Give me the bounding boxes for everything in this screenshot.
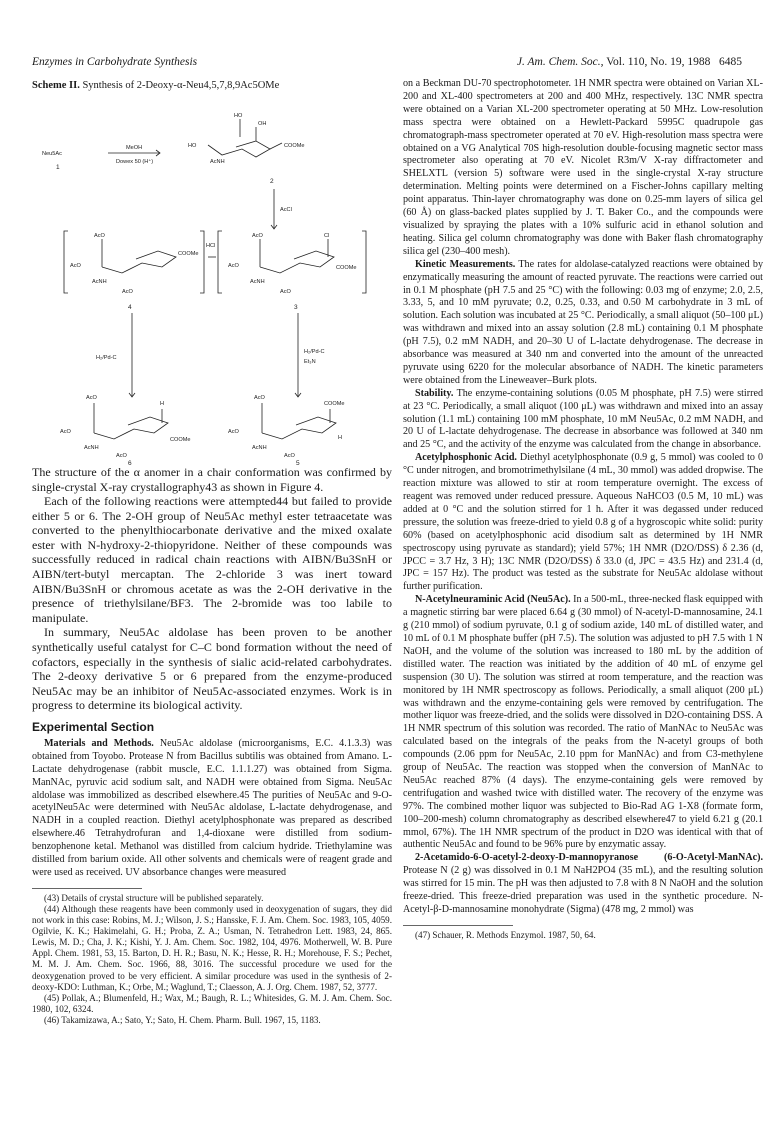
ring-compound-5: [262, 417, 336, 439]
ring-compound-6: [94, 417, 168, 439]
label-acnh-5: AcNH: [252, 444, 267, 451]
acetylphosphonic-text: Diethyl acetylphosphonate (0.9 g, 5 mmol) was cooled to 0 °C under nitrogen, and bromotrimethylsilane (4 mL, 30 mmol) was added dropwise. The reaction mixture was allowed to stir at room temperature overnight. The excess of reagent was removed under reduced pressure. Aqueous NaHCO3 (0.5 M, 10 mL) was added at 0 °C and the solution stirred for 1 h. After it was degassed under reduced pressure, the solution was freeze-dried to yield 0.8 g of a hygroscopic white solid: purity 60% (based on acetylphosphonic acid disodium salt as determined by 1H NMR spectroscopy using pyruvate as standard); yield 57%; 1H NMR (D2O/DSS) δ 2.36 (d, JPCC = 3.7 Hz, 3 H); 13C NMR (D2O/DSS) δ 33.0 (d, JPC = 43.5 Hz) and 231.4 (d, JPC = 157 Hz). The product was tested as the substrate for Neu5Ac aldolase without further purification.: [403, 452, 763, 593]
ring-compound-3: [260, 251, 334, 273]
neu5ac-text: In a 500-mL, three-necked flask equipped with a magnetic stirring bar were placed 6.64 g (30 mmol) of N-acetyl-D-mannosamine, 24.1 g (210 mmol) of sodium pyruvate, 0.1 g of sodium azide, 140 mL of distilled water, and 10 mL of 0.1 M phosphate buffer (pH 7.5). The solution was adjusted to pH 7.5 with 1 N NaOH, and the volume of the solution was increased to 180 mL by the addition of distilled water. The reaction was initiated by the addition of 40 mL of enzyme gel suspension (30 U). The solution was stirred at room temperature, and the reaction was monitored by 1H NMR spectroscopy as follows. Periodically, a small aliquot (200 μL) was withdrawn and the enzyme-containing gels were removed by centrifugation. The mother liquor was freeze-dried, and the solids were dissolved in D2O-containing DSS. A 1H NMR spectrum of this solution was recorded. The ratio of ManNAc to Neu5Ac was calculated based on the integrals of the peaks from the N-acetyl groups of both compounds (2.06 ppm for Neu5Ac, 2.10 ppm for ManNAc) and from C3-methylene group of Neu5Ac. The reaction was stopped when the conversion of ManNAc to Neu5Ac reached 87% (4 days). The enzyme-containing gels were removed by centrifugation and washed twice with distilled water. The recovery of the enzyme was 97%. The combined mother liquor was subjected to Bio-Rad AG 1-X8 (formate form, 100–200-mesh) column chromatography as described elsewhere47 to yield 6.21 g (20.1 mmol, 67%). The 1H NMR spectrum of the product in D2O was identical with that of authentic Neu5Ac and found to be 96% pure by enzymatic assay.: [403, 594, 763, 851]
compound-number-2: 2: [270, 177, 274, 185]
run-in-manac: 2-Acetamido-6-O-acetyl-2-deoxy-D-mannopyranose (6-O-Acetyl-ManNAc).: [415, 852, 763, 864]
ring-compound-4: [102, 251, 176, 273]
run-in-stability: Stability.: [415, 387, 454, 399]
footnote-44: (44) Although these reagents have been commonly used in deoxygenation of sugars, they did not work in this case: Robins, M. J.; Wilson, J. S.; Hansske, F. J. Am. Chem. Soc. 1983, 105, 4059. Ogilvie, K. K.; Hakimelahi, G. H.; Proba, Z. A.; Usman, N. Tetrahedron Lett. 1983, 24, 865. Lewis, M. D.; Cha, J. K.; Kishi, Y. J. Am. Chem. Soc. 1982, 104, 4976. Motherwell, W. B. Pure Appl. Chem. 1981, 53, 15. Barton, D. H. R.; Basu, N. K.; Hesse, R. H.; Morehouse, F. S.; Pechet, M. M. J. Am. Chem. Soc. 1966, 88, 3016. The successful procedure we used for the deoxygenation proved to be very efficient. A similar procedure was used in the synthesis of 2-deoxy-KDO: Luthman, K.; Orbe, M.; Waglund, T.; Claesson, A. J. Org. Chem. 1987, 52, 3777.: [32, 903, 392, 992]
label-aco-6a: AcO: [86, 394, 97, 401]
label-aco-6c: AcO: [116, 452, 127, 459]
run-in-neu5ac: N-Acetylneuraminic Acid (Neu5Ac).: [415, 594, 571, 606]
compound-number-3: 3: [294, 303, 298, 311]
footnote-43: (43) Details of crystal structure will be published separately.: [44, 892, 264, 903]
paragraph-acetylphosphonic: [403, 452, 763, 594]
reagent-h2-left: H₂/Pd-C: [96, 354, 117, 361]
compound-number-1: 1: [56, 163, 60, 171]
label-aco-5b: AcO: [228, 428, 239, 435]
paragraph-materials: [32, 738, 392, 880]
label-coome-2: COOMe: [284, 142, 305, 149]
right-column: [403, 78, 763, 941]
reagent-et3n: Et₃N: [304, 358, 316, 365]
label-aco-5a: AcO: [254, 394, 265, 401]
label-h-5: H: [338, 434, 343, 441]
label-acnh-4: AcNH: [92, 278, 107, 285]
scheme-caption: Synthesis of 2-Deoxy-α-Neu4,5,7,8,9Ac5OMe: [82, 80, 280, 91]
label-aco-4c: AcO: [122, 288, 133, 295]
label-cl: Cl: [324, 232, 330, 239]
reagent-meoh: MeOH: [126, 144, 143, 151]
label-aco-3a: AcO: [252, 232, 263, 239]
label-acnh-2: AcNH: [210, 158, 225, 165]
footnote-rule: [32, 888, 142, 889]
materials-text: Neu5Ac aldolase (microorganisms, E.C. 4.1.3.3) was obtained from Toyobo. Protease N from Bacillus subtilis was obtained from Amano. L-Lactate dehydrogenase (rabbit muscle, E.C. 1.1.1.27) was obtained from Sigma. ManNAc, pyruvic acid sodium salt, and NADH were obtained from Sigma. Neu5Ac aldolase was immobilized as described elsewhere.45 The purities of Neu5Ac and 9-O-acetylNeu5Ac were determined with Neu5Ac aldolase, L-lactate dehydrogenase, and NADH in a coupled reaction. Diethyl acetylphosphonate was prepared as described elsewhere.46 Tetrahydrofuran and 1,4-dioxane were distilled from sodium-benzophenone ketal. Methanol was distilled from calcium hydride. Triethylamine was distilled from barium oxide. All other solvents and chemicals were of reagent grade and were used as received. UV absorbance changes were measured: [32, 737, 392, 878]
reagent-accl: AcCl: [280, 206, 292, 213]
paragraph-neu5ac: [403, 594, 763, 852]
reagent-h2-right: H₂/Pd-C: [304, 348, 325, 355]
label-aco-4b: AcO: [70, 262, 81, 269]
label-oh: OH: [258, 120, 267, 127]
label-coome-4: COOMe: [178, 250, 199, 257]
label-ho-1: HO: [188, 142, 197, 149]
footnote-rule-right: [403, 925, 513, 926]
label-coome-6: COOMe: [170, 436, 191, 443]
section-heading-experimental: Experimental Section: [32, 720, 155, 734]
footnote-47: (47) Schauer, R. Methods Enzymol. 1987, 50, 64.: [415, 929, 596, 940]
footnote-45: (45) Pollak, A.; Blumenfeld, H.; Wax, M.; Baugh, R. L.; Whitesides, G. M. J. Am. Chem. Soc. 1980, 102, 6324.: [32, 992, 392, 1014]
manac-text: Protease N (2 g) was dissolved in 0.1 M NaH2PO4 (35 mL), and the resulting solution was stirred for 15 min. The pH was then adjusted to 7.8 with 8 N NaOH and the solution freeze-dried. This freeze-dried preparation was used in the synthetic procedure. N-Acetyl-β-D-mannosamine monohydrate (Sigma) (478 mg, 2 mmol) was: [403, 865, 763, 915]
label-neu5ac: Neu5Ac: [42, 150, 62, 157]
compound-number-6: 6: [128, 459, 132, 465]
paragraph-stability: [403, 388, 763, 453]
stability-text: The enzyme-containing solutions (0.05 M phosphate, pH 7.5) were stirred at 23 °C. Periodically, a small aliquot (100 μL) was withdrawn and mixed into an assay solution (1.1 mL) containing 100 mM phosphate, 10 mM Neu5Ac, 0.2 mM NADH, and 20 U of L-lactate dehydrogenase. The decrease in absorbance was followed at 340 nm and 25 °C, and the activity of the enzyme was calculated from the change in absorbance.: [403, 387, 763, 451]
label-acnh-3: AcNH: [250, 278, 265, 285]
ring-compound-2: [208, 141, 270, 157]
paragraph-failed-reactions: Each of the following reactions were attempted44 but failed to provide either 5 or 6. The 2-OH group of Neu5Ac methyl ester tetraacetate was converted to the phenylthiocarbonate derivative and the mixed oxalate ester with N-hydroxy-2-thiopyridone. Neither of these compounds was successfully reduced in radical chain reactions with AIBN/Bu3SnH or AIBN/tert-butyl mercaptan. The 2-chloride 3 was inert toward AIBN/Bu3SnH or chromous acetate as was the 2-OH derivative in the presence of triethylsilane/BF3. The 2-bromide was too labile to manipulate.: [32, 494, 392, 625]
reaction-scheme: [32, 97, 392, 465]
scheme-title: [32, 80, 392, 93]
run-in-kinetics: Kinetic Measurements.: [415, 258, 516, 270]
run-in-materials: Materials and Methods.: [44, 737, 154, 749]
label-acnh-6: AcNH: [84, 444, 99, 451]
footnote-46: (46) Takamizawa, A.; Sato, Y.; Sato, H. Chem. Pharm. Bull. 1967, 15, 1183.: [44, 1014, 321, 1025]
reagent-dowex: Dowex 50 (H⁺): [116, 158, 154, 165]
paragraph-summary: In summary, Neu5Ac aldolase has been proven to be another synthetically useful catalyst for C–C bond formation without the need of cofactors, especially in the synthesis of sialic acid-related carbohydrates. The 2-deoxy derivative 5 or 6 prepared from the enzyme-produced Neu5Ac may be an inhibitor of Neu5Ac-associated enzymes. Work is in progress to determine its biological activity.: [32, 625, 392, 713]
label-aco-3c: AcO: [280, 288, 291, 295]
label-coome-3: COOMe: [336, 264, 357, 271]
label-coome-5: COOMe: [324, 400, 345, 407]
label-aco-3b: AcO: [228, 262, 239, 269]
label-aco-4a: AcO: [94, 232, 105, 239]
compound-number-5: 5: [296, 459, 300, 465]
volume-issue: Vol. 110, No. 19, 1988: [606, 56, 711, 68]
label-h-6: H: [160, 400, 165, 407]
run-in-acetylphosphonic: Acetylphosphonic Acid.: [415, 452, 517, 464]
running-header-title: Enzymes in Carbohydrate Synthesis: [32, 56, 198, 68]
scheme-label: Scheme II.: [32, 80, 80, 91]
left-column: [32, 78, 392, 1026]
paragraph-structure: The structure of the α anomer in a chair conformation was confirmed by single-crystal X-ray crystallography43 as shown in Figure 4.: [32, 464, 392, 494]
paragraph-manac: [403, 852, 763, 917]
label-aco-5c: AcO: [284, 452, 295, 459]
journal-name: J. Am. Chem. Soc.,: [516, 56, 604, 68]
discussion-text: [32, 465, 392, 713]
label-ho-2: HO: [234, 112, 243, 119]
reagent-hcl: HCl: [206, 242, 216, 249]
page-number: 6485: [719, 56, 742, 68]
kinetics-text: The rates for aldolase-catalyzed reactions were obtained by enzymatically measuring the amount of reacted pyruvate. The reactions were carried out in 0.1 M phosphate (pH 7.5 and 25 °C) with the following: 0.03 mg of enzyme; 2.0, 2.5, 3.33, 5, and 10 mM pyruvate; 0.2, 0.25, 0.33, and 0.50 M carbohydrate in 3 mL of solution. Each solution was incubated at 25 °C. Periodically, a small aliquot (50–100 μL) was withdrawn and mixed into an assay solution (2.8 mL) containing 0.1 M phosphate (pH 7.5), 0.2 mM NADH, and 20–30 U of L-lactate dehydrogenase. The decrease in absorbance was measured at 340 nm and converted into the amount of the unreacted pyruvate using 6220 for the molecular absorbance of NADH. The kinetic parameters were obtained from the Lineweaver–Burk plots.: [403, 258, 764, 386]
compound-number-4: 4: [128, 303, 132, 311]
running-header-citation: [517, 56, 742, 68]
label-aco-6b: AcO: [60, 428, 71, 435]
paragraph-kinetics: [403, 259, 763, 388]
paragraph-instruments: on a Beckman DU-70 spectrophotometer. 1H NMR spectra were obtained on Varian XL-200 and XL-400 spectrometers at 200 and 400 MHz, respectively. 13C NMR spectra were obtained on a Varian XL-200 spectrometer operating at 50 MHz. Low-resolution mass spectra were obtained on a Hewlett-Packard 5995C quadrupole gas chromatograph-mass spectrometer operated at 70 eV. High-resolution mass spectra were obtained on a VG Analytical 70S high-resolution double-focusing magnetic sector mass spectrometer also operating at 70 eV. Nicolet R3m/V X-ray diffractometer and SHELXTL (version 5) software were used in the single-crystal X-ray structure determination. Melting points were determined on a Fischer-Johns capillary melting point apparatus. Thin-layer chromatography was done on 0.25-mm layers of silica gel (60 Å) on glass-backed plates supplied by J. T. Baker Co., and the compounds were visualized by spraying the plates with a 10% sulfuric acid in ethanol solution and heating. Silica gel column chromatography was done with Baker flash chromatography silica gel (230–400 mesh).: [403, 78, 763, 257]
